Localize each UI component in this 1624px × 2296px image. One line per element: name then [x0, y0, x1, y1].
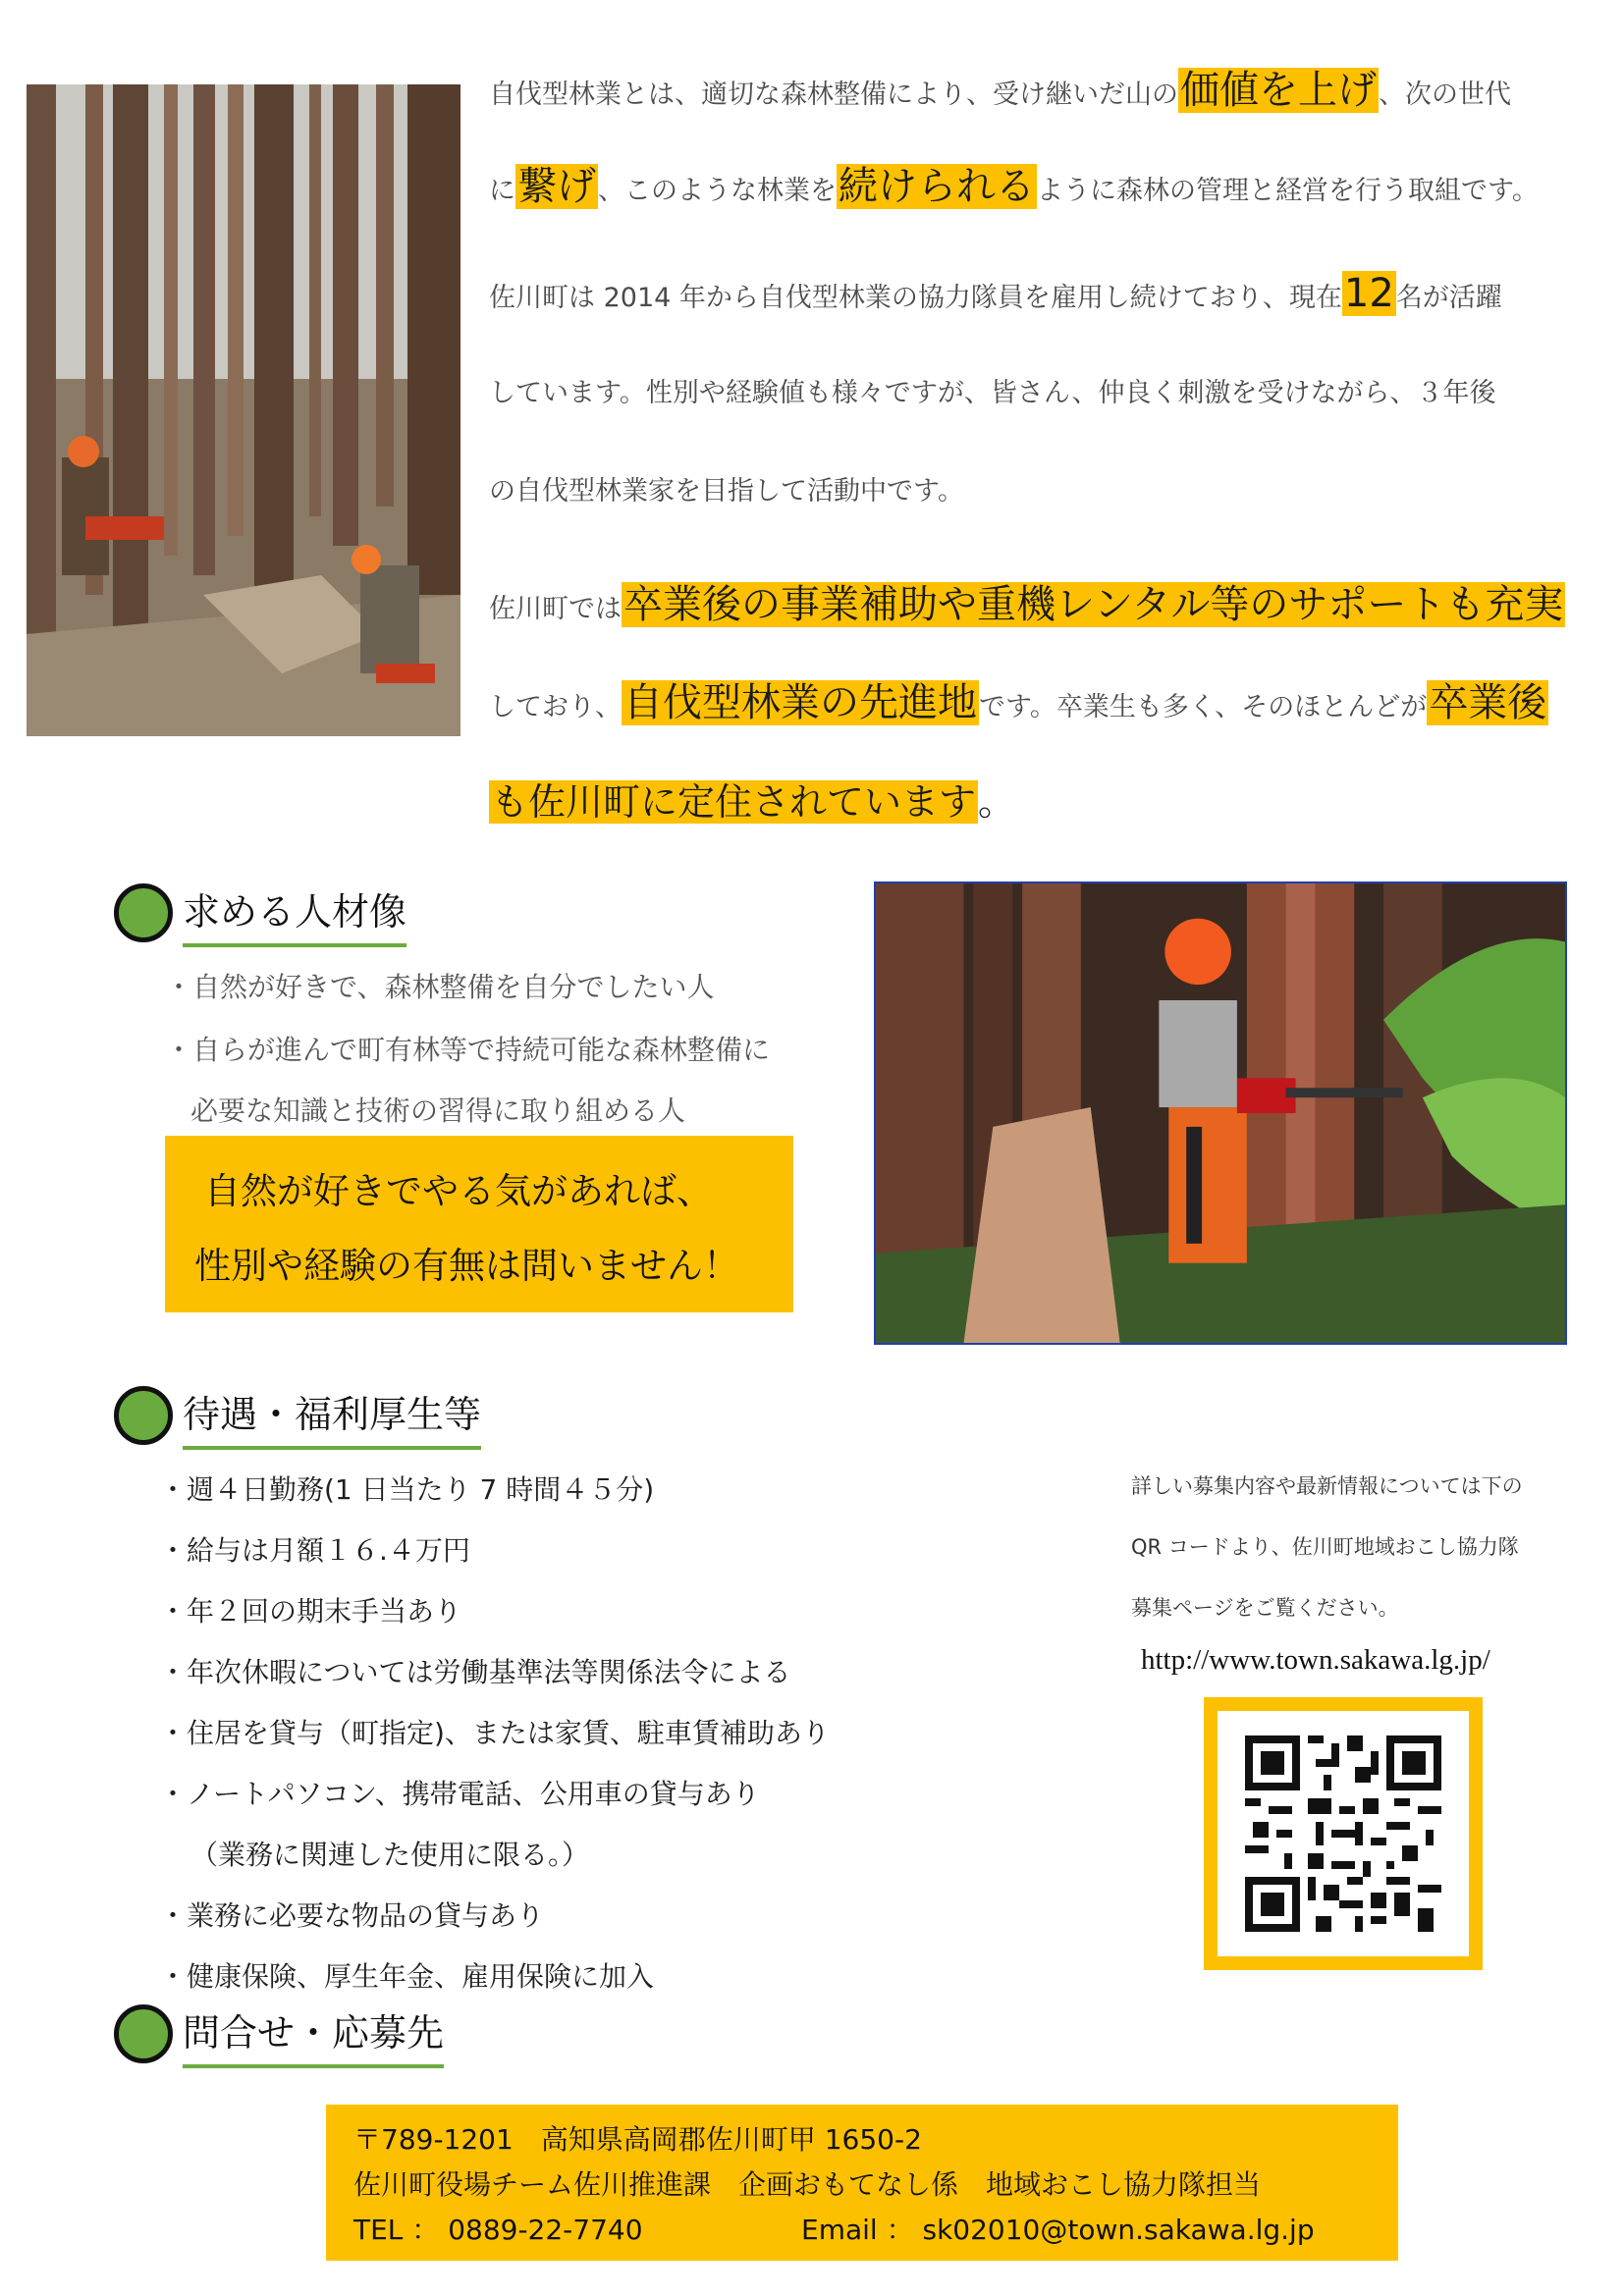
qr-code-background [1218, 1711, 1469, 1956]
contact-department: 佐川町役場チーム佐川推進課 企画おもてなし係 地域おこし協力隊担当 [353, 2168, 1262, 2201]
green-circle-icon [114, 883, 173, 942]
green-circle-icon [114, 2004, 173, 2063]
section-title: 求める人材像 [183, 881, 406, 947]
highlight-support: 卒業後の事業補助や重機レンタル等のサポートも充実 [623, 582, 1564, 627]
intro-line-1: 自伐型林業とは、適切な森林整備により、受け継いだ山の価値を上げ、次の世代 [489, 68, 1511, 113]
list-item: ・年２回の期末手当あり [159, 1595, 462, 1628]
section-title: 待遇・福利厚生等 [183, 1384, 481, 1450]
side-info-line: 詳しい募集内容や最新情報については下の [1131, 1474, 1523, 1498]
contact-address: 〒789-1201 高知県高岡郡佐川町甲 1650-2 [353, 2123, 922, 2156]
highlight-advanced-area: 自伐型林業の先進地 [623, 680, 977, 725]
section-title: 問合せ・応募先 [183, 2002, 444, 2068]
qr-code-frame [1204, 1697, 1483, 1970]
callout-line: 自然が好きでやる気があれば、 [204, 1170, 713, 1212]
list-item: ・業務に必要な物品の貸与あり [159, 1899, 545, 1932]
list-item: 必要な知識と技術の習得に取り組める人 [190, 1095, 686, 1127]
list-item: ・住居を貸与（町指定)、または家賃、駐車賃補助あり [159, 1717, 830, 1749]
intro-line-2: に繋げ、このような林業を続けられるように森林の管理と経営を行う取組です。 [489, 164, 1539, 209]
intro-line-7: しており、自伐型林業の先進地です。卒業生も多く、そのほとんどが卒業後 [489, 680, 1547, 725]
highlight-settled: も佐川町に定住されています [491, 780, 977, 824]
side-info-line: 募集ページをご覧ください。 [1131, 1596, 1399, 1620]
side-info-line: QR コードより、佐川町地域おこし協力隊 [1131, 1535, 1519, 1559]
list-item: ・給与は月額１６.４万円 [159, 1534, 470, 1567]
highlight-connect: 繋げ [517, 164, 596, 209]
forest-workers-photo [27, 84, 460, 736]
callout-box [165, 1136, 793, 1312]
intro-line-4: しています。性別や経験値も様々ですが、皆さん、仲良く刺激を受けながら、３年後 [489, 378, 1496, 408]
qr-code-icon[interactable] [1245, 1735, 1441, 1932]
list-item: ・健康保険、厚生年金、雇用保険に加入 [159, 1960, 655, 1993]
chainsaw-worker-photo [874, 881, 1567, 1345]
list-item: ・自然が好きで、森林整備を自分でしたい人 [165, 971, 715, 1003]
highlight-member-count: 12 [1343, 271, 1394, 316]
contact-email[interactable]: Email ： sk02010@town.sakawa.lg.jp [801, 2214, 1315, 2246]
intro-line-8: も佐川町に定住されています。 [491, 780, 1016, 824]
list-item: ・ノートパソコン、携帯電話、公用車の貸与あり [159, 1778, 760, 1810]
intro-line-3: 佐川町は 2014 年から自伐型林業の協力隊員を雇用し続けており、現在12名が活躍 [489, 271, 1502, 316]
list-item: ・自らが進んで町有林等で持続可能な森林整備に [165, 1034, 771, 1066]
intro-line-6: 佐川町では卒業後の事業補助や重機レンタル等のサポートも充実 [489, 582, 1564, 627]
highlight-continue: 続けられる [839, 164, 1035, 209]
website-link[interactable]: http://www.town.sakawa.lg.jp/ [1141, 1644, 1490, 1676]
green-circle-icon [114, 1386, 173, 1445]
callout-line: 性別や経験の有無は問いません！ [194, 1245, 739, 1287]
contact-tel[interactable]: TEL ： 0889-22-7740 [353, 2214, 643, 2246]
intro-line-5: の自伐型林業家を目指して活動中です。 [489, 476, 964, 507]
highlight-raise-value: 価値を上げ [1180, 68, 1377, 113]
list-item: ・年次休暇については労働基準法等関係法令による [159, 1656, 791, 1688]
contact-box [326, 2105, 1398, 2261]
highlight-after-graduation: 卒業後 [1429, 680, 1547, 725]
list-item: （業務に関連した使用に限る。） [190, 1839, 590, 1871]
list-item: ・週４日勤務(1 日当たり 7 時間４５分) [159, 1473, 655, 1506]
